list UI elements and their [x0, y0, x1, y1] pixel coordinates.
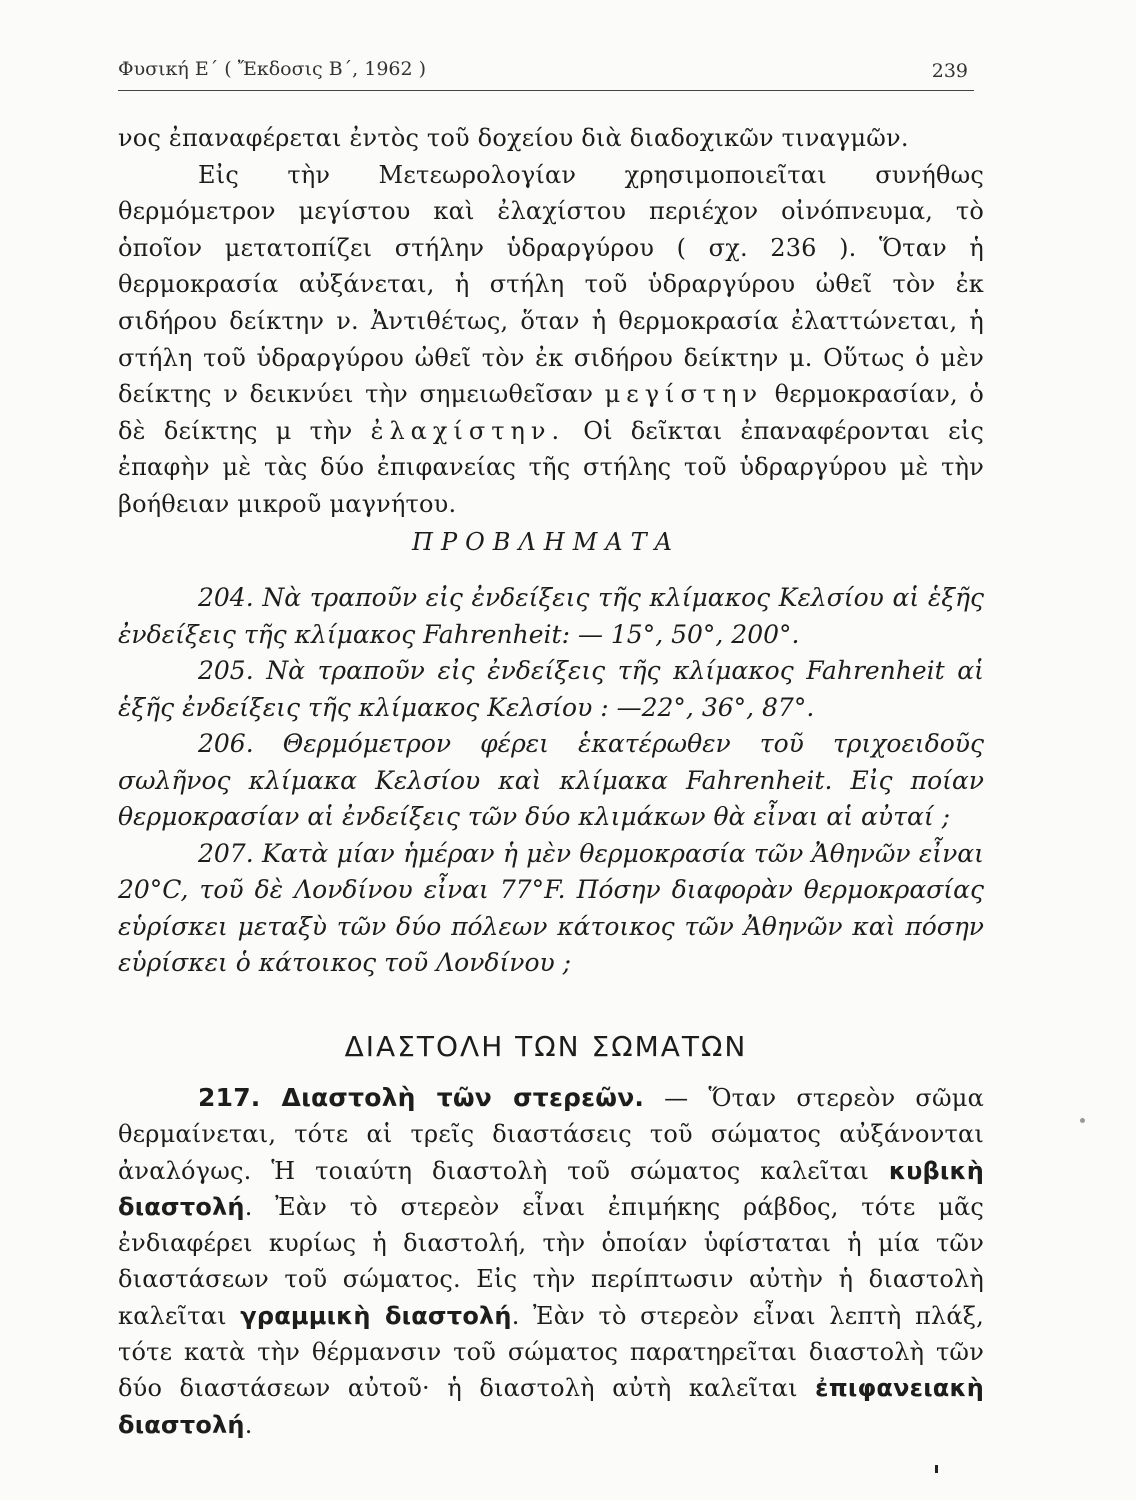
- scan-mark: [935, 1465, 938, 1473]
- page-number: 239: [931, 60, 968, 82]
- term-surface-expansion: ἐπιφανειακὴ διαστολή: [118, 1374, 984, 1439]
- section-title: ΔΙΑΣΤΟΛΗ ΤΩΝ ΣΩΜΑΤΩΝ: [344, 1030, 748, 1063]
- section-text: [118, 1080, 984, 1443]
- spaced-word-max: μεγίστην: [604, 380, 764, 409]
- problems-list: [118, 580, 984, 982]
- term-linear-expansion: γραμμικὴ διαστολή: [240, 1301, 512, 1330]
- paragraph-text-c: Οἱ δεῖκται ἐπαναφέρονται εἰς ἐπαφὴν μὲ τὰς δύο ἐπιφανείας τῆς στήλης τοῦ ὑδραργύρου μὲ τὴν βοήθειαν μικροῦ μαγνήτου.: [118, 416, 984, 518]
- continued-line: νος ἐπαναφέρεται ἐντὸς τοῦ δοχείου διὰ διαδοχικῶν τιναγμῶν.: [118, 124, 909, 152]
- problem-206: 206. Θερμόμετρον φέρει ἑκατέρωθεν τοῦ τριχοειδοῦς σωλῆνος κλίμακα Κελσίου καὶ κλίμακα Fahrenheit. Εἰς ποίαν θερμοκρασίαν αἱ ἐνδείξεις τῶν δύο κλιμάκων θὰ εἶναι αἱ αὐταί ;: [118, 729, 984, 831]
- paragraph-text-b: θερμοκρασίαν, ὁ δὲ δείκτης μ τὴν: [118, 380, 984, 445]
- problem-204: 204. Νὰ τραποῦν εἰς ἐνδείξεις τῆς κλίμακος Κελσίου αἱ ἑξῆς ἐνδείξεις τῆς κλίμακος Fahrenheit: — 15°, 50°, 200°.: [118, 583, 984, 649]
- header-rule: [118, 90, 974, 91]
- problem-207: 207. Κατὰ μίαν ἡμέραν ἡ μὲν θερμοκρασία τῶν Ἀθηνῶν εἶναι 20°C, τοῦ δὲ Λονδίνου εἶναι 77°F. Πόσην διαφορὰν θερμοκρασίας εὑρίσκει μεταξὺ τῶν δύο πόλεων κάτοικος τῶν Ἀθηνῶν καὶ πόσην εὑρίσκει ὁ κάτοικος τοῦ Λονδίνου ;: [118, 838, 984, 977]
- problem-205: 205. Νὰ τραποῦν εἰς ἐνδείξεις τῆς κλίμακος Fahrenheit αἱ ἑξῆς ἐνδείξεις τῆς κλίμακος Κελσίου : —22°, 36°, 87°.: [118, 656, 984, 722]
- solid-expansion-paragraph: [118, 1080, 984, 1443]
- scan-speck: [1080, 1118, 1085, 1123]
- paragraph-text-a: Εἰς τὴν Μετεωρολογίαν χρησιμοποιεῖται συνήθως θερμόμετρον μεγίστου καὶ ἐλαχίστου περιέχον οἰνόπνευμα, τὸ ὁποῖον μετατοπίζει στήλην ὑδραργύρου ( σχ. 236 ). Ὅταν ἡ θερμοκρασία αὐξάνεται, ἡ στήλη τοῦ ὑδραργύρου ὠθεῖ τὸν ἐκ σιδήρου δείκτην ν. Ἀντιθέτως, ὅταν ἡ θερμοκρασία ἐλαττώνεται, ἡ στήλη τοῦ ὑδραργύρου ὠθεῖ τὸν ἐκ σιδήρου δείκτην μ. Οὕτως ὁ μὲν δείκτης ν δεικνύει τὴν σημειωθεῖσαν: [118, 160, 984, 409]
- meteorology-paragraph: [118, 157, 984, 523]
- text-1: — Ὅταν στερεὸν σῶμα θερμαίνεται, τότε αἱ τρεῖς διαστάσεις τοῦ σώματος αὐξάνονται ἀναλόγως. Ἡ τοιαύτη διαστολὴ τοῦ σώματος καλεῖται: [118, 1084, 984, 1185]
- term-cubic-expansion: κυβικὴ διαστολή: [118, 1156, 984, 1221]
- spaced-word-min: ἐλαχίστην.: [370, 416, 566, 445]
- header-title: Φυσική Ε΄ ( Ἔκδοσις Β΄, 1962 ): [118, 58, 427, 80]
- paragraph-heading: 217. Διαστολὴ τῶν στερεῶν.: [198, 1083, 645, 1112]
- text-3: . Ἐὰν τὸ στερεὸν εἶναι λεπτὴ πλάξ, τότε κατὰ τὴν θέρμανσιν τοῦ σώματος παρατηρεῖται διαστολὴ τῶν δύο διαστάσεων αὐτοῦ· ἡ διαστολὴ αὐτὴ καλεῖται: [118, 1301, 984, 1403]
- text-4: .: [244, 1410, 253, 1439]
- text-2: . Ἐὰν τὸ στερεὸν εἶναι ἐπιμήκης ράβδος, τότε μᾶς ἐνδιαφέρει κυρίως ἡ διαστολή, τὴν ὁποίαν ὑφίσταται ἡ μία τῶν διαστάσεων τοῦ σώματος. Εἰς τὴν περίπτωσιν αὐτὴν ἡ διαστολὴ καλεῖται: [118, 1192, 984, 1330]
- intro-text: [118, 120, 984, 523]
- problems-heading: ΠΡΟΒΛΗΜΑΤΑ: [412, 528, 680, 556]
